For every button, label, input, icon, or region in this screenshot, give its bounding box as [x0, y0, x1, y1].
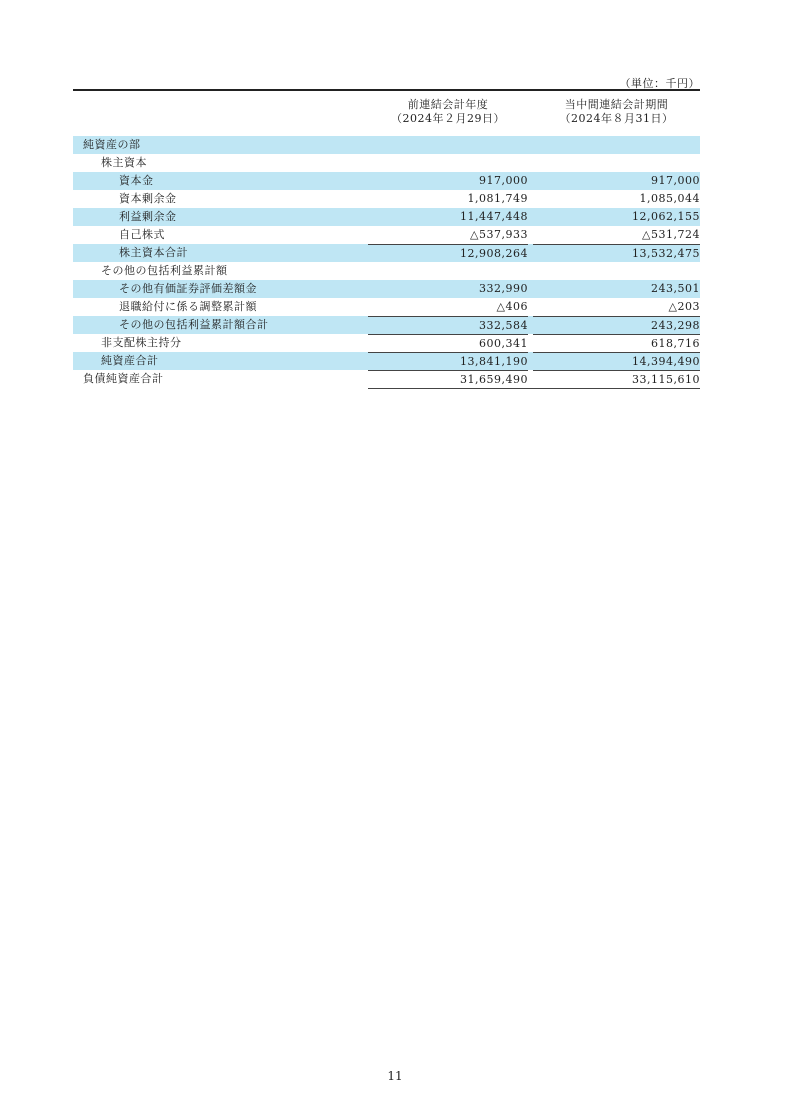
column-header-date: （2024年２月29日） [391, 112, 505, 125]
value-current-interim: 618,716 [533, 334, 700, 352]
value-current-interim: 13,532,475 [533, 244, 700, 262]
value-prior-year: 332,584 [368, 316, 528, 334]
value-prior-year: △406 [496, 300, 528, 313]
row-label: 退職給付に係る調整累計額 [119, 300, 257, 313]
value-current-interim: 14,394,490 [533, 352, 700, 370]
table-row [73, 280, 700, 298]
row-label: その他の包括利益累計額合計 [119, 318, 269, 331]
value-current-interim: 243,501 [651, 282, 700, 295]
row-label: その他の包括利益累計額 [101, 264, 228, 277]
table-row [73, 154, 700, 172]
value-prior-year: 600,341 [368, 334, 528, 352]
table-row [73, 136, 700, 154]
row-label: 純資産合計 [101, 354, 159, 367]
value-prior-year: 332,990 [479, 282, 528, 295]
value-current-interim: 1,085,044 [639, 192, 700, 205]
column-header-date: （2024年８月31日） [559, 112, 674, 125]
value-prior-year: 1,081,749 [467, 192, 528, 205]
closing-rule [368, 388, 700, 389]
table-row [73, 172, 700, 190]
table-row [73, 244, 700, 262]
table-header [73, 91, 700, 136]
balance-sheet-table [73, 89, 700, 388]
column-header-title: 前連結会計年度 [407, 98, 489, 111]
row-label: 株主資本合計 [119, 246, 188, 259]
table-row [73, 190, 700, 208]
value-prior-year: △537,933 [470, 228, 528, 241]
row-label: その他有価証券評価差額金 [119, 282, 257, 295]
row-label: 負債純資産合計 [83, 372, 164, 385]
column-header-current-interim [533, 98, 700, 126]
row-label: 非支配株主持分 [101, 336, 182, 349]
value-current-interim: △531,724 [642, 228, 700, 241]
value-current-interim: 33,115,610 [533, 370, 700, 388]
row-label: 自己株式 [119, 228, 165, 241]
table-row [73, 370, 700, 388]
row-label: 利益剰余金 [119, 210, 177, 223]
table-row [73, 226, 700, 244]
column-header-prior-year [368, 98, 528, 126]
table-row [73, 352, 700, 370]
value-current-interim: 12,062,155 [632, 210, 700, 223]
column-header-title: 当中間連結会計期間 [564, 98, 669, 111]
row-label: 資本剰余金 [119, 192, 177, 205]
value-prior-year: 11,447,448 [460, 210, 528, 223]
table-row [73, 208, 700, 226]
table-row [73, 334, 700, 352]
table-row [73, 262, 700, 280]
table-body [73, 136, 700, 388]
table-row [73, 298, 700, 316]
value-prior-year: 12,908,264 [368, 244, 528, 262]
value-current-interim: 243,298 [533, 316, 700, 334]
page-number: 11 [387, 1069, 403, 1083]
table-row [73, 316, 700, 334]
value-prior-year: 31,659,490 [368, 370, 528, 388]
unit-label: （単位：千円） [619, 77, 700, 90]
row-label: 資本金 [119, 174, 154, 187]
value-prior-year: 917,000 [479, 174, 528, 187]
row-label: 純資産の部 [83, 138, 141, 151]
value-current-interim: 917,000 [651, 174, 700, 187]
row-label: 株主資本 [101, 156, 147, 169]
value-prior-year: 13,841,190 [368, 352, 528, 370]
value-current-interim: △203 [668, 300, 700, 313]
